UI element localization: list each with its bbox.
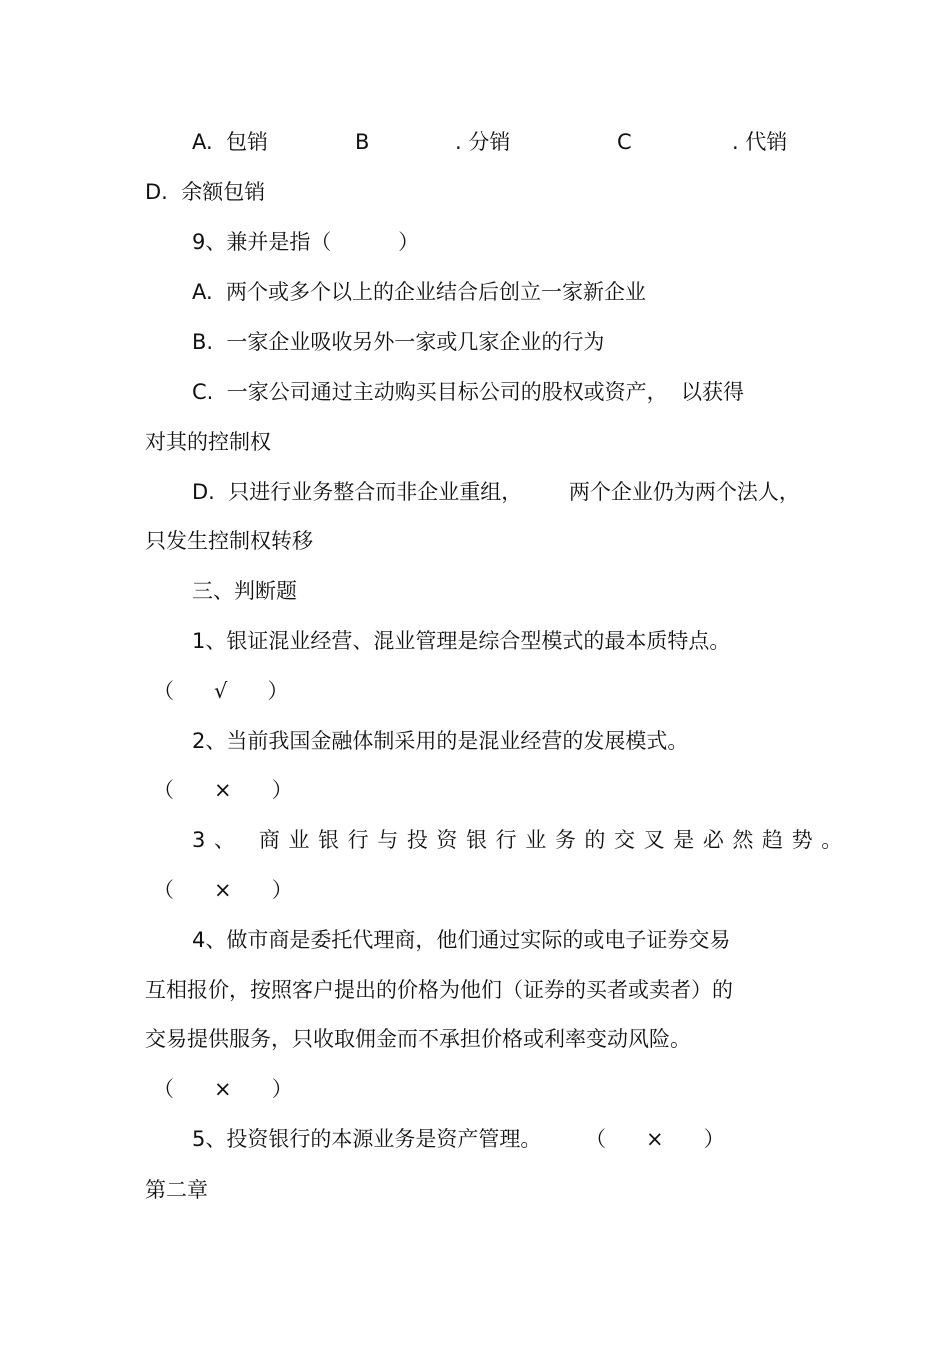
judgment-3-statement: 3、 商业银行与投资银行业务的交叉是必然趋势。 bbox=[192, 828, 851, 852]
chapter-heading: 第二章 bbox=[145, 1178, 208, 1202]
judgment-4-statement-line3: 交易提供服务，只收取佣金而不承担价格或利率变动风险。 bbox=[145, 1027, 691, 1051]
q8-option-b-text: . 分销 bbox=[455, 130, 511, 154]
judgment-2-answer: （ × ） bbox=[153, 778, 293, 802]
section-heading: 三、判断题 bbox=[192, 579, 297, 603]
q8-option-b-letter: B bbox=[355, 130, 370, 154]
q9-stem: 9、兼并是指（ ） bbox=[192, 230, 420, 254]
judgment-1-statement: 1、银证混业经营、混业管理是综合型模式的最本质特点。 bbox=[192, 629, 731, 653]
q8-option-c-text: . 代销 bbox=[732, 130, 788, 154]
q9-option-d-line2: 只发生控制权转移 bbox=[145, 529, 313, 553]
q8-option-a: A. 包销 bbox=[192, 130, 269, 154]
q8-option-c-letter: C bbox=[617, 130, 632, 154]
q9-option-b: B. 一家企业吸收另外一家或几家企业的行为 bbox=[192, 330, 605, 354]
q9-option-c-line2: 对其的控制权 bbox=[145, 430, 271, 454]
judgment-3-answer: （ × ） bbox=[153, 878, 293, 902]
judgment-4-statement-line2: 互相报价，按照客户提出的价格为他们（证券的买者或卖者）的 bbox=[145, 978, 733, 1002]
judgment-4-answer: （ × ） bbox=[153, 1077, 293, 1101]
judgment-1-answer: （ √ ） bbox=[153, 679, 289, 703]
judgment-4-statement-line1: 4、做市商是委托代理商，他们通过实际的或电子证券交易 bbox=[192, 928, 731, 952]
q8-option-d: D. 余额包销 bbox=[145, 180, 266, 204]
judgment-5-answer: （ × ） bbox=[585, 1127, 725, 1151]
judgment-2-statement: 2、当前我国金融体制采用的是混业经营的发展模式。 bbox=[192, 729, 689, 753]
q9-option-a: A. 两个或多个以上的企业结合后创立一家新企业 bbox=[192, 280, 647, 304]
q9-option-d-line1: D. 只进行业务整合而非企业重组， 两个企业仍为两个法人， bbox=[192, 480, 800, 504]
q9-option-c-line1: C. 一家公司通过主动购买目标公司的股权或资产， 以获得 bbox=[192, 380, 745, 404]
judgment-5-statement: 5、投资银行的本源业务是资产管理。 bbox=[192, 1127, 542, 1151]
